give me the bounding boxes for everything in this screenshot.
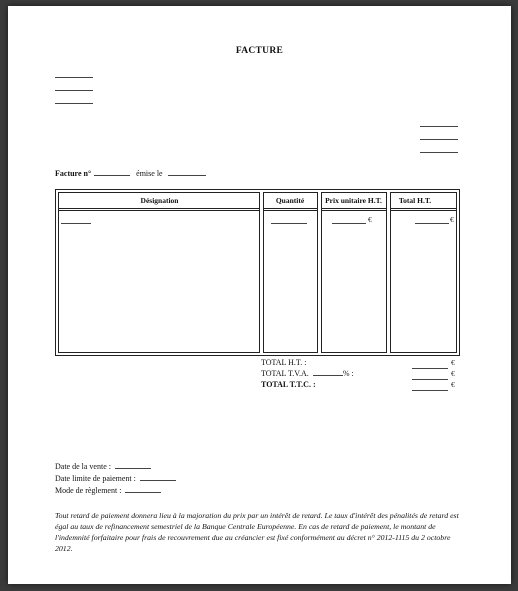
designation-blank — [61, 223, 91, 224]
total-ttc-value-currency: € — [451, 380, 455, 389]
column-separator-2 — [317, 192, 322, 353]
payment-method-row — [55, 486, 161, 495]
total-ttc-label: TOTAL T.T.C. : — [261, 380, 316, 389]
total-ht-label: TOTAL H.T. : — [261, 358, 307, 367]
quantity-blank — [271, 223, 307, 224]
invoice-number-row — [55, 169, 206, 178]
header-divider — [58, 208, 457, 209]
column-separator-3 — [386, 192, 391, 353]
total-tva-value-currency: € — [451, 369, 455, 378]
recipient-line-3 — [420, 152, 458, 153]
sale-date-blank — [115, 468, 151, 469]
column-header-unit-price: Prix unitaire H.T. — [325, 196, 382, 205]
total-tva-label: TOTAL T.V.A. — [261, 369, 309, 378]
total-ht-value-currency: € — [451, 358, 455, 367]
payment-method-label: Mode de règlement : — [55, 486, 122, 495]
sender-line-2 — [55, 90, 93, 91]
header-divider-2 — [58, 210, 457, 211]
unit-price-blank — [332, 223, 366, 224]
sender-line-3 — [55, 103, 93, 104]
unit-price-currency: € — [368, 215, 372, 224]
sale-date-row — [55, 462, 151, 471]
tva-rate-blank — [313, 375, 343, 376]
due-date-blank — [140, 480, 176, 481]
total-ht-currency: € — [450, 215, 454, 224]
due-date-row — [55, 474, 176, 483]
column-header-total-ht: Total H.T. — [398, 196, 432, 205]
invoice-number-label: Facture n° — [55, 169, 92, 178]
late-payment-legal-note: Tout retard de paiement donnera lieu à la majoration du prix par un intérêt de retard. Le taux d'intérêt des pénalités de retard est égal au taux de refinancement semestriel de la Banque Centrale Européenne. En cas de retard de paiement, le montant de l'indemnité forfaitaire pour frais de recouvrement due au créancier est fixé conformément au décret n° 2012-1115 du 2 octobre 2012. — [55, 511, 459, 553]
payment-method-blank — [125, 492, 161, 493]
issued-label: émise le — [136, 169, 163, 178]
items-table — [55, 189, 460, 356]
recipient-line-1 — [420, 126, 458, 127]
invoice-number-blank — [94, 175, 130, 176]
invoice-page — [8, 6, 511, 584]
column-header-quantity: Quantité — [275, 196, 305, 205]
tva-percent-label: % : — [342, 369, 354, 378]
sale-date-label: Date de la vente : — [55, 462, 111, 471]
total-ht-blank — [415, 223, 449, 224]
total-ttc-value-blank — [412, 390, 448, 391]
items-table-inner — [58, 192, 457, 353]
total-tva-row — [261, 369, 354, 378]
document-title: FACTURE — [235, 46, 284, 56]
recipient-line-2 — [420, 139, 458, 140]
column-separator-1 — [259, 192, 264, 353]
issued-date-blank — [168, 175, 206, 176]
due-date-label: Date limite de paiement : — [55, 474, 136, 483]
column-header-designation: Désignation — [140, 196, 179, 205]
sender-line-1 — [55, 77, 93, 78]
total-tva-value-blank — [412, 379, 448, 380]
total-ht-value-blank — [412, 368, 448, 369]
